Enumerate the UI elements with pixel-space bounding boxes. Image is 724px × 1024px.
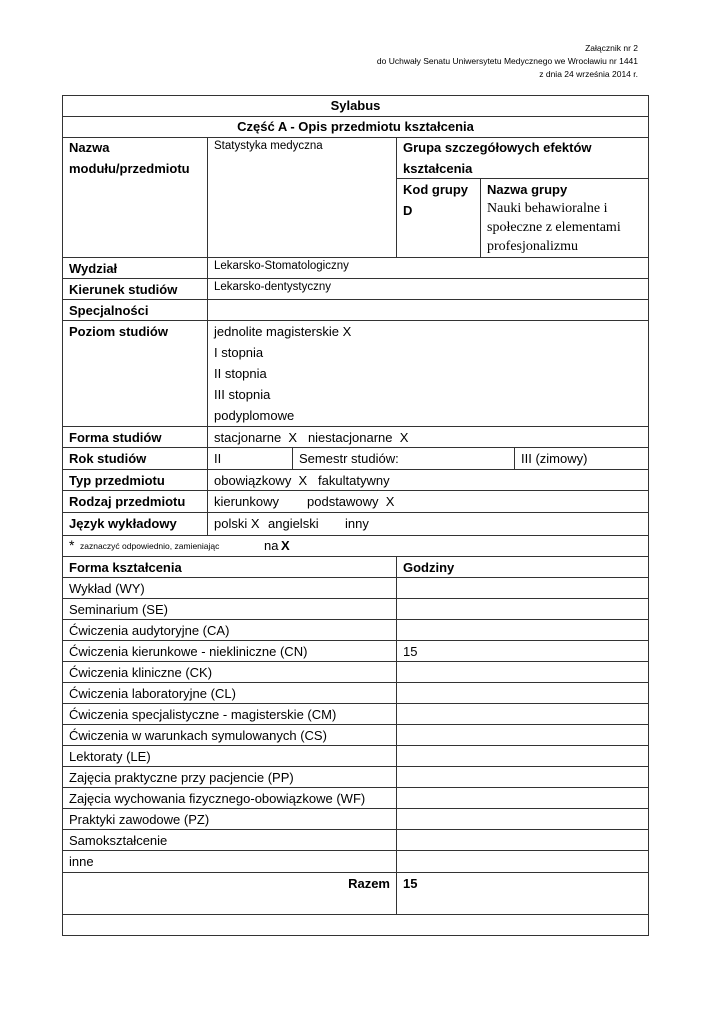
language-label: Język wykładowy [69, 516, 177, 531]
total-label: Razem [348, 876, 390, 891]
table-row-name: Ćwiczenia laboratoryjne (CL) [69, 686, 236, 701]
group-name-line3: profesjonalizmu [487, 239, 578, 254]
attachment-number: Załącznik nr 2 [585, 43, 638, 53]
direction-value: Lekarsko-dentystyczny [214, 281, 331, 293]
semester-label: Semestr studiów: [299, 451, 399, 466]
table-row-name: Zajęcia praktyczne przy pacjencie (PP) [69, 770, 294, 785]
table-row-name: Ćwiczenia specjalistyczne - magisterskie (CM) [69, 707, 337, 722]
group-name-line1: Nauki behawioralne i [487, 201, 608, 216]
year-value: II [214, 451, 222, 466]
faculty-value: Lekarsko-Stomatologiczny [214, 260, 349, 272]
study-form-label: Forma studiów [69, 430, 162, 445]
table-row-name: Seminarium (SE) [69, 602, 168, 617]
course-kind-label: Rodzaj przedmiotu [69, 494, 186, 509]
hours-column-header: Godziny [403, 560, 455, 575]
resolution-reference: do Uchwały Senatu Uniwersytetu Medycznego we Wrocławiu nr 1441 [376, 56, 638, 66]
resolution-date: z dnia 24 września 2014 r. [539, 69, 638, 79]
part-a-subtitle: Część A - Opis przedmiotu kształcenia [237, 119, 474, 134]
level-option: I stopnia [214, 345, 264, 360]
total-value: 15 [403, 876, 418, 891]
semester-value: III (zimowy) [521, 451, 588, 466]
note-mark: na [264, 538, 279, 553]
table-row-name: inne [69, 854, 94, 869]
group-code-label: Kod grupy [403, 182, 468, 197]
course-type-label: Typ przedmiotu [69, 473, 165, 488]
study-form-value: stacjonarne X niestacjonarne X [214, 430, 409, 445]
table-row-name: Praktyki zawodowe (PZ) [69, 812, 210, 827]
language-polish: polski X [214, 516, 260, 531]
table-row-name: Ćwiczenia kliniczne (CK) [69, 665, 213, 680]
group-header-line1: Grupa szczegółowych efektów [403, 140, 592, 155]
level-option: jednolite magisterskie X [214, 324, 352, 339]
note-mark-x: X [281, 538, 290, 553]
specialty-label: Specjalności [69, 303, 149, 318]
table-row-name: Ćwiczenia w warunkach symulowanych (CS) [69, 728, 327, 743]
document-header [377, 42, 638, 81]
table-row-name: Zajęcia wychowania fizycznego-obowiązkowe (WF) [69, 791, 366, 806]
group-name-line2: społeczne z elementami [487, 220, 621, 235]
course-type-value: obowiązkowy X fakultatywny [214, 473, 390, 488]
year-label: Rok studiów [69, 451, 147, 466]
syllabus-title: Sylabus [330, 98, 381, 113]
level-option: podyplomowe [214, 408, 295, 423]
course-kind-value2: podstawowy X [307, 494, 395, 509]
table-row-name: Ćwiczenia kierunkowe - niekliniczne (CN) [69, 644, 308, 659]
note-star: * [69, 537, 75, 553]
level-label: Poziom studiów [69, 324, 168, 339]
group-name-label: Nazwa grupy [487, 182, 568, 197]
course-kind-value1: kierunkowy [214, 494, 280, 509]
table-row-name: Lektoraty (LE) [69, 749, 151, 764]
module-label-line2: modułu/przedmiotu [69, 161, 190, 176]
table-row-hours: 15 [403, 644, 418, 659]
level-option: II stopnia [214, 366, 267, 381]
language-other: inny [345, 516, 369, 531]
faculty-label: Wydział [69, 261, 118, 276]
form-column-header: Forma kształcenia [69, 560, 182, 575]
group-code-value: D [403, 203, 413, 218]
level-option: III stopnia [214, 387, 271, 402]
table-row-name: Wykład (WY) [69, 581, 145, 596]
module-name-value: Statystyka medyczna [214, 140, 323, 152]
note-text: zaznaczyć odpowiednio, zamieniając [80, 541, 220, 551]
table-row-name: Ćwiczenia audytoryjne (CA) [69, 623, 230, 638]
module-label-line1: Nazwa [69, 140, 110, 155]
language-english: angielski [268, 516, 319, 531]
direction-label: Kierunek studiów [69, 282, 178, 297]
table-row-name: Samokształcenie [69, 833, 168, 848]
group-header-line2: kształcenia [403, 161, 473, 176]
